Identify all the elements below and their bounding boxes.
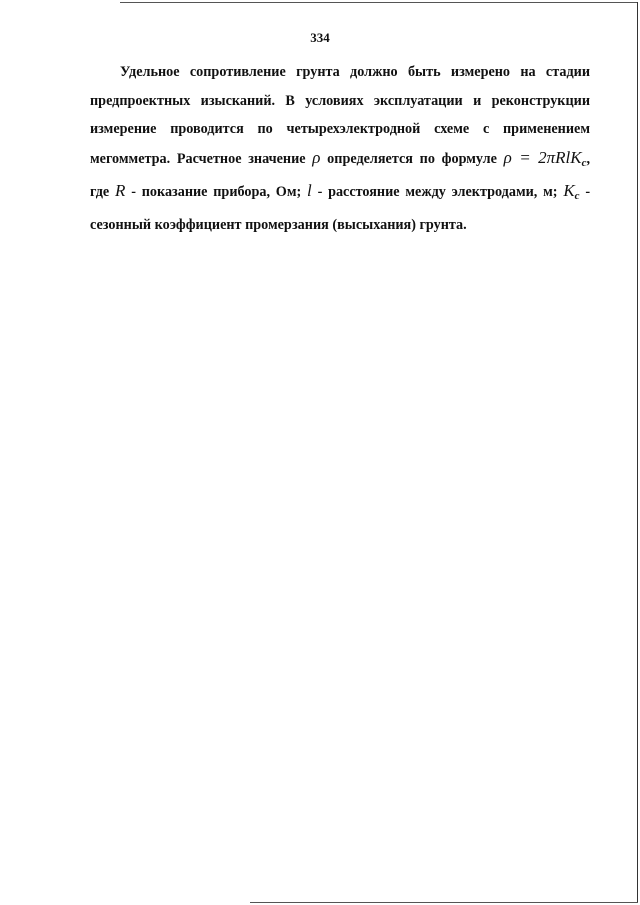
text-segment: определяется по формуле [327,150,497,167]
text-line-4 [90,144,590,178]
text-line-6: сезонный коэффициент промерзания (высыхания) грунта. [90,216,467,233]
text-segment: - показание прибора, Ом; [131,184,302,200]
text-line-3: измерение проводится по четырехэлектродной схеме с применением [90,121,590,137]
scan-edge-bottom [250,902,638,903]
text-line-1: Удельное сопротивление грунта должно быть измерено на стадии [120,64,590,80]
r-symbol: R [115,181,126,200]
k-letter: K [563,181,575,200]
scan-edge-right [637,2,638,903]
formula [503,147,591,169]
text-line-5 [90,177,590,211]
text-segment: - [585,184,591,200]
rho-symbol: ρ [312,147,321,167]
body-paragraph [90,58,590,239]
text-segment: где [90,184,110,200]
formula-subscript: c [581,156,587,169]
text-segment: мегомметра. Расчетное значение [90,150,306,167]
formula-main: ρ = 2πRlK [503,147,582,167]
l-symbol: l [307,181,312,200]
text-line-2: предпроектных изысканий. В условиях эксплуатации и реконструкции [90,92,590,109]
page-number: 334 [310,30,330,45]
formula-comma: , [586,150,591,167]
scan-edge-top [120,2,638,3]
text-segment: - расстояние между электродами, м; [317,184,558,200]
k-subscript: c [574,190,580,202]
kc-symbol [563,181,580,202]
